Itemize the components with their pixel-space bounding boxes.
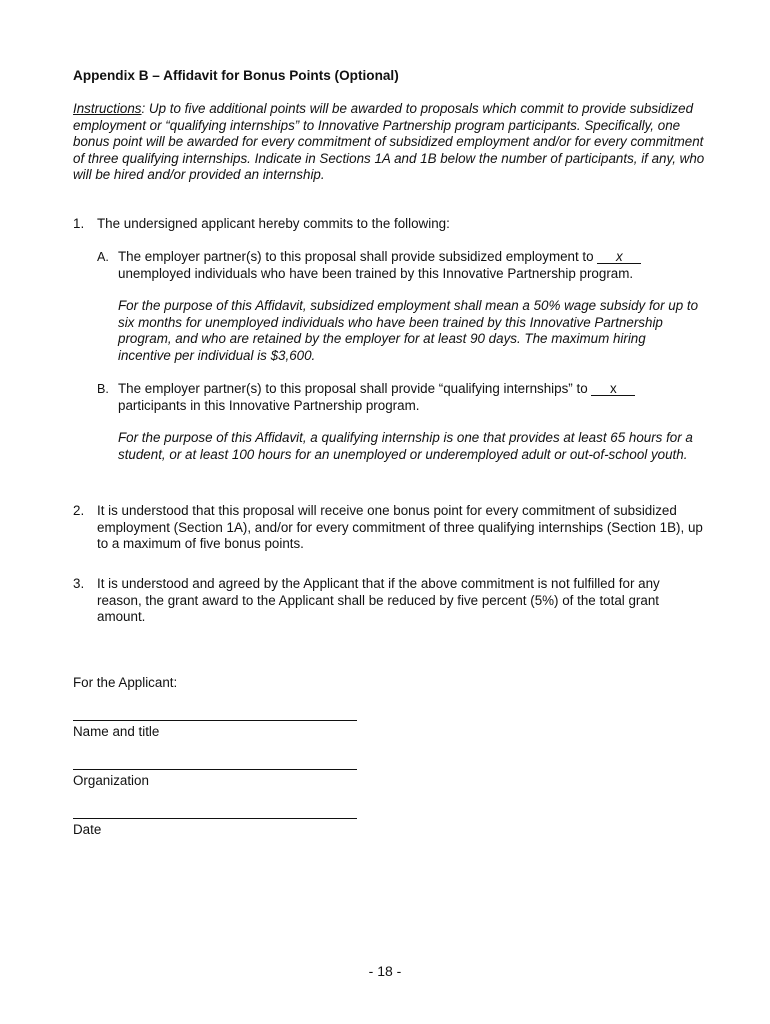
organization-label: Organization <box>73 773 149 788</box>
section-1b-after: participants in this Innovative Partnership program. <box>118 397 420 413</box>
section-1b-letter: B. <box>97 382 109 396</box>
section-3 <box>73 576 693 626</box>
section-3-number: 3. <box>73 576 85 591</box>
instructions-paragraph <box>73 101 713 184</box>
name-title-label: Name and title <box>73 724 160 739</box>
name-title-line[interactable] <box>73 720 357 721</box>
section-1a-after: unemployed individuals who have been trained by this Innovative Partnership program. <box>118 265 634 281</box>
section-1b-note: For the purpose of this Affidavit, a qualifying internship is one that provides at least 65 hours for a student, or at least 100 hours for an unemployed or underemployed adult or out-of-school youth. <box>118 430 693 462</box>
section-1b-before: The employer partner(s) to this proposal shall provide “qualifying internships” to <box>118 381 592 396</box>
page-number: - 18 - <box>368 963 402 979</box>
applicant-heading: For the Applicant: <box>73 675 178 690</box>
section-2-text: It is understood that this proposal will receive one bonus point for every commitment of subsidized employment (Section 1A), and/or for every commitment of three qualifying internships (Section 1B), up to a maximum of five bonus points. <box>97 503 703 552</box>
section-2-number: 2. <box>73 503 85 518</box>
instructions-text: : Up to five additional points will be awarded to proposals which commit to provide subsidized employment or “qualifying internships” to Innovative Partnership program participants. Specifically, one bonus point will be awarded for every commitment of subsidized employment and/or for every commitment of three qualifying internships. Indicate in Sections 1A and 1B below the number of participants, if any, who will be hired and/or provided an internship. <box>73 101 705 183</box>
date-line[interactable] <box>73 818 357 819</box>
section-1a <box>97 249 697 282</box>
section-3-text: It is understood and agreed by the Applicant that if the above commitment is not fulfilled for any reason, the grant award to the Applicant shall be reduced by five percent (5%) of the total grant amount. <box>97 576 660 625</box>
section-1b <box>97 381 697 414</box>
section-1b-text <box>118 381 697 414</box>
section-1-text: The undersigned applicant hereby commits to the following: <box>97 216 450 231</box>
date-label: Date <box>73 822 102 837</box>
page-title: Appendix B – Affidavit for Bonus Points (Optional) <box>73 68 399 83</box>
section-1a-note: For the purpose of this Affidavit, subsidized employment shall mean a 50% wage subsidy for up to six months for unemployed individuals who have been trained by this Innovative Partnership program, and who are retained by the employer for at least 90 days. The maximum hiring incentive per individual is $3,600. <box>118 298 699 363</box>
organization-line[interactable] <box>73 769 357 770</box>
section-2 <box>73 503 703 553</box>
instructions-lead: Instructions <box>73 101 142 116</box>
section-1a-count-field[interactable]: x <box>597 250 641 264</box>
section-1a-before: The employer partner(s) to this proposal shall provide subsidized employment to <box>118 249 598 264</box>
section-1-number: 1. <box>73 216 85 231</box>
section-1a-text <box>118 249 697 282</box>
section-1b-count-field[interactable]: x <box>591 382 635 396</box>
section-1 <box>73 216 713 233</box>
section-1a-letter: A. <box>97 250 109 264</box>
